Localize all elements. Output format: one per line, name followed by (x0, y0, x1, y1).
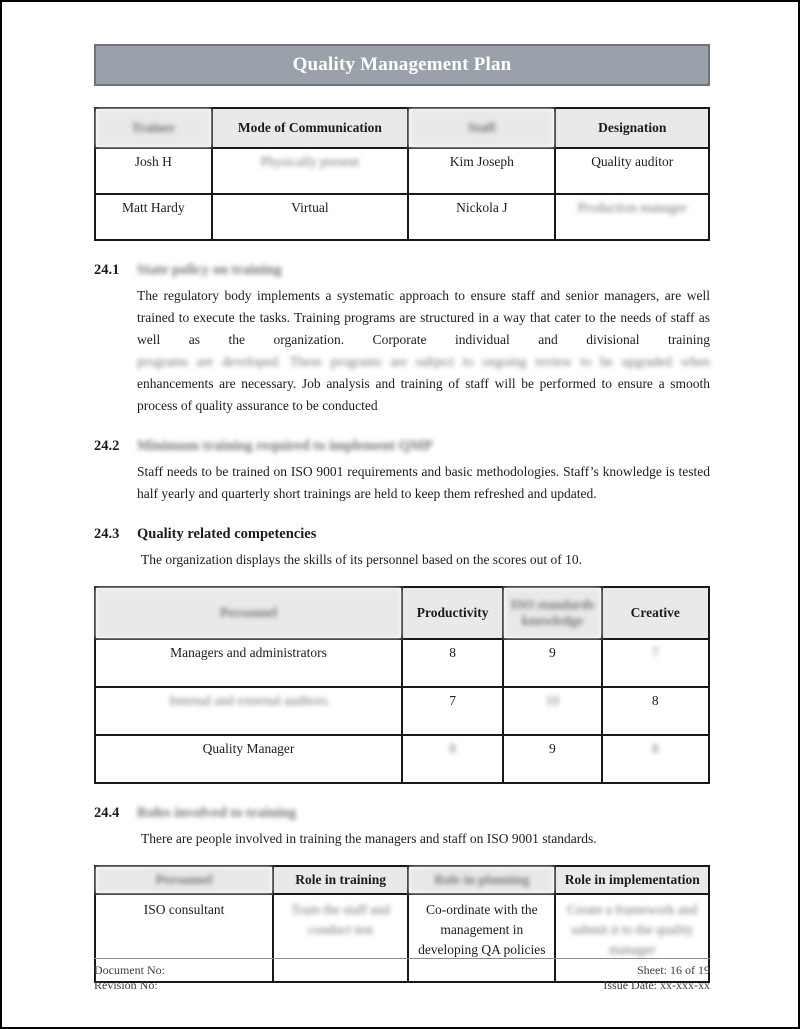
table-cell-personnel: Managers and administrators (95, 639, 402, 687)
page-title: Quality Management Plan (292, 54, 512, 75)
section-heading: State policy on training (137, 262, 282, 278)
table-cell-staff: Kim Joseph (408, 148, 555, 194)
section-24-2 (94, 438, 710, 505)
table-cell-personnel: ISO consultant (95, 894, 273, 982)
table-row (95, 687, 709, 735)
table-cell-iso: 9 (503, 735, 601, 783)
section-24-3 (94, 526, 710, 571)
section-paragraph: The organization displays the skills of its personnel based on the scores out of 10. (141, 552, 583, 567)
section-paragraph: Staff needs to be trained on ISO 9001 requirements and basic methodologies. Staff’s knowledge is tested half yearly and quarterly short trainings are held to keep them refreshed and updated. (137, 464, 710, 501)
section-24-4 (94, 805, 710, 850)
column-header-staff: Staff (408, 108, 555, 148)
column-header-role-in-planning: Role in planning (408, 866, 555, 894)
section-number: 24.1 (94, 262, 120, 278)
issue-date-label: Issue Date: xx-xxx-xx (603, 978, 710, 992)
section-24-1 (94, 262, 710, 417)
table-cell-staff: Nickola J (408, 194, 555, 240)
paragraph-text: The regulatory body implements a systematic approach to ensure staff and senior managers, are well trained to execute the tasks. Training programs are structured in a way that cater to the needs of staff as well as the organization. Corporate individual and divisional training (137, 288, 710, 347)
table-cell-iso: 10 (503, 687, 601, 735)
table-cell-personnel: Quality Manager (95, 735, 402, 783)
column-header-personnel: Personnel (95, 866, 273, 894)
table-cell-designation: Production manager (555, 194, 709, 240)
footer-divider (94, 958, 710, 959)
table-cell-productivity: 8 (402, 735, 503, 783)
table-cell-iso: 9 (503, 639, 601, 687)
table-cell-creative: 8 (602, 735, 709, 783)
table-cell-personnel: Internal and external auditors (95, 687, 402, 735)
sheet-label: Sheet: 16 of 19 (637, 963, 710, 977)
column-header-personnel: Personnel (95, 587, 402, 639)
table-cell-trainer: Josh H (95, 148, 212, 194)
table-header-row (95, 108, 709, 148)
table-cell-trainer: Matt Hardy (95, 194, 212, 240)
column-header-role-in-training: Role in training (273, 866, 408, 894)
column-header-iso-standards-knowledge: ISO standards knowledge (503, 587, 601, 639)
table-header-row (95, 866, 709, 894)
table-cell-designation: Quality auditor (555, 148, 709, 194)
communication-table (94, 107, 710, 241)
table-cell-role-planning: Co-ordinate with the management in developing QA policies (408, 894, 555, 982)
table-cell-productivity: 7 (402, 687, 503, 735)
table-row (95, 194, 709, 240)
section-number: 24.4 (94, 805, 120, 821)
section-heading: Quality related competencies (137, 526, 317, 542)
section-paragraph (137, 285, 710, 417)
table-cell-role-training: Train the staff and conduct test (273, 894, 408, 982)
table-cell-productivity: 8 (402, 639, 503, 687)
column-header-productivity: Productivity (402, 587, 503, 639)
paragraph-text: enhancements are necessary. Job analysis and training of staff will be performed to ensure a smooth process of quality assurance to be conducted (137, 376, 710, 413)
column-header-trainer: Trainer (95, 108, 212, 148)
column-header-designation: Designation (555, 108, 709, 148)
section-number: 24.2 (94, 438, 120, 454)
revision-no-label: Revision No: (94, 978, 158, 992)
column-header-creative: Creative (602, 587, 709, 639)
table-cell-role-implementation: Create a framework and submit it to the quality manager (555, 894, 709, 982)
competency-table (94, 586, 710, 784)
section-paragraph: There are people involved in training the managers and staff on ISO 9001 standards. (141, 831, 597, 846)
paragraph-text-redacted: programs are developed. These programs are subject to ongoing review to be upgraded when (137, 354, 710, 369)
section-number: 24.3 (94, 526, 120, 542)
table-cell-creative: 7 (602, 639, 709, 687)
column-header-mode-of-communication: Mode of Communication (212, 108, 408, 148)
document-no-label: Document No: (94, 963, 165, 977)
table-cell-mode: Virtual (212, 194, 408, 240)
section-heading: Roles involved to training (137, 805, 297, 821)
table-cell-creative: 8 (602, 687, 709, 735)
section-heading: Minimum training required to implement QMP (137, 438, 433, 454)
table-cell-mode: Physically present (212, 148, 408, 194)
table-header-row (95, 587, 709, 639)
table-row (95, 735, 709, 783)
column-header-role-in-implementation: Role in implementation (555, 866, 709, 894)
table-row (95, 639, 709, 687)
table-row (95, 148, 709, 194)
page-footer (94, 958, 710, 993)
title-bar (94, 44, 710, 86)
